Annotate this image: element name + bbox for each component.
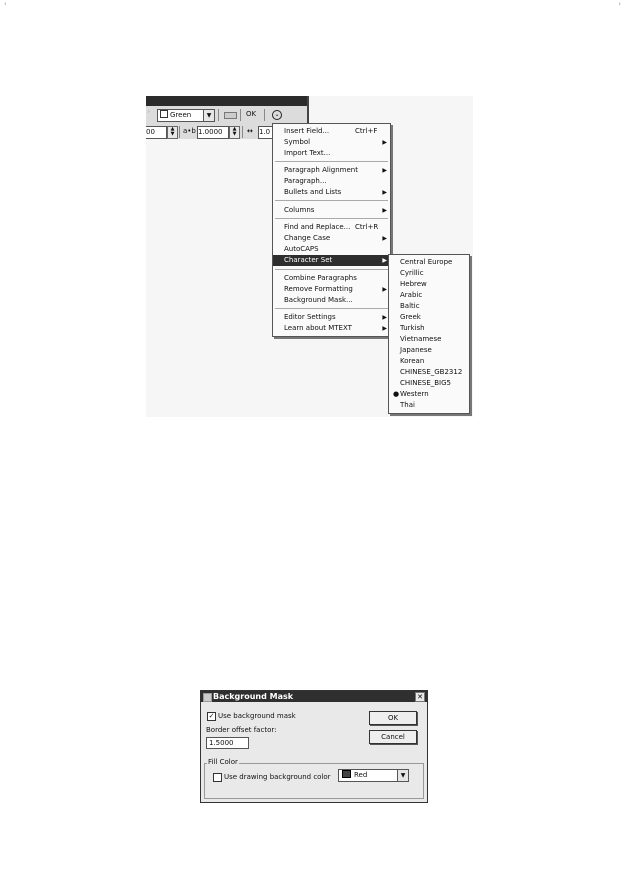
- use-mask-label: Use background mask: [218, 712, 296, 720]
- charset-item-western[interactable]: ● Western: [393, 390, 429, 398]
- menu-item-combine-paragraphs[interactable]: Combine Paragraphs: [284, 274, 357, 282]
- mtext-context-menu: [272, 123, 391, 337]
- border-offset-input[interactable]: [206, 737, 249, 749]
- use-mask-checkbox[interactable]: ✓: [208, 712, 215, 720]
- submenu-arrow-icon: ▶: [382, 189, 387, 196]
- charset-item[interactable]: Vietnamese: [400, 335, 442, 343]
- charset-item[interactable]: CHINESE_GB2312: [400, 368, 463, 376]
- toolbar-titlebar: [146, 96, 307, 106]
- dialog-titlebar: [201, 691, 427, 702]
- menu-item-bullets-and-lists[interactable]: Bullets and Lists ▶: [284, 188, 387, 196]
- submenu-arrow-icon: ▶: [382, 167, 387, 174]
- mtext-editor-screenshot: [146, 96, 473, 417]
- oblique-angle-field[interactable]: [146, 126, 167, 139]
- menu-item-paragraph-alignment[interactable]: Paragraph Alignment ▶: [284, 166, 387, 174]
- ruler-icon[interactable]: [224, 112, 237, 119]
- oblique-angle-value: 00: [146, 128, 155, 136]
- options-chevron-icon[interactable]: ⌄: [272, 110, 282, 120]
- tracking-spinner[interactable]: ▲ ▼: [229, 126, 240, 139]
- submenu-arrow-icon: ▶: [382, 235, 387, 242]
- toolbar-divider: [264, 109, 265, 121]
- toolbar-divider: [179, 126, 180, 138]
- dialog-app-icon: [203, 693, 212, 702]
- menu-item-symbol[interactable]: Symbol ▶: [284, 138, 387, 146]
- charset-item[interactable]: Thai: [400, 401, 415, 409]
- menu-item-learn-about-mtext[interactable]: Learn about MTEXT ▶: [284, 324, 387, 332]
- toolbar-icon-edge: ʾ: [148, 110, 151, 118]
- color-swatch-icon: [342, 770, 351, 778]
- submenu-arrow-icon: ▶: [382, 207, 387, 214]
- character-set-submenu: [388, 254, 470, 414]
- charset-item[interactable]: CHINESE_BIG5: [400, 379, 451, 387]
- menu-separator: [275, 269, 388, 270]
- submenu-arrow-icon: ▶: [382, 139, 387, 146]
- chevron-down-icon: ▼: [203, 110, 214, 121]
- ok-button[interactable]: OK: [369, 711, 417, 725]
- oblique-spinner[interactable]: ▲ ▼: [167, 126, 178, 139]
- cancel-button[interactable]: Cancel: [369, 730, 417, 744]
- toolbar-divider: [242, 126, 243, 138]
- tracking-icon: a•b: [183, 127, 196, 135]
- checked-bullet-icon: ●: [393, 390, 400, 398]
- tracking-value: 1.0000: [198, 128, 223, 136]
- toolbar-divider: [218, 109, 219, 121]
- fill-color-group-label: Fill Color: [208, 758, 238, 766]
- charset-item[interactable]: Japanese: [400, 346, 432, 354]
- menu-item-remove-formatting[interactable]: Remove Formatting ▶: [284, 285, 387, 293]
- color-value: Green: [170, 111, 192, 119]
- menu-separator: [275, 200, 388, 201]
- menu-item-change-case[interactable]: Change Case ▶: [284, 234, 387, 242]
- ok-button[interactable]: OK: [246, 110, 257, 118]
- menu-item-background-mask[interactable]: Background Mask...: [284, 296, 353, 304]
- border-offset-label: Border offset factor:: [206, 726, 277, 734]
- menu-item-import-text[interactable]: Import Text...: [284, 149, 331, 157]
- submenu-arrow-icon: ▶: [382, 257, 387, 264]
- use-drawing-bg-checkbox[interactable]: [213, 773, 222, 782]
- menu-separator: [275, 308, 388, 309]
- color-swatch-icon: [160, 110, 168, 118]
- charset-item[interactable]: Korean: [400, 357, 425, 365]
- background-mask-dialog: [200, 690, 428, 803]
- charset-item[interactable]: Arabic: [400, 291, 423, 299]
- tracking-field[interactable]: [197, 126, 229, 139]
- menu-item-character-set[interactable]: Character Set ▶: [273, 255, 390, 266]
- dialog-title: Background Mask: [213, 692, 294, 701]
- submenu-arrow-icon: ▶: [382, 314, 387, 321]
- charset-item[interactable]: Greek: [400, 313, 421, 321]
- menu-item-autocaps[interactable]: AutoCAPS: [284, 245, 319, 253]
- menu-separator: [275, 218, 388, 219]
- use-drawing-bg-label: Use drawing background color: [224, 773, 331, 781]
- menu-item-editor-settings[interactable]: Editor Settings ▶: [284, 313, 387, 321]
- charset-item[interactable]: Central Europe: [400, 258, 453, 266]
- toolbar-divider: [240, 109, 241, 121]
- corner-mark-left: ': [4, 2, 7, 12]
- charset-item[interactable]: Cyrillic: [400, 269, 424, 277]
- corner-mark-right: ': [618, 2, 621, 12]
- width-factor-icon: ↔: [247, 127, 253, 135]
- charset-item[interactable]: Baltic: [400, 302, 420, 310]
- width-factor-value: 1.0: [259, 128, 271, 136]
- menu-item-paragraph[interactable]: Paragraph...: [284, 177, 327, 185]
- menu-item-columns[interactable]: Columns ▶: [284, 206, 387, 214]
- color-dropdown[interactable]: [157, 109, 215, 122]
- menu-separator: [275, 161, 388, 162]
- charset-item[interactable]: Turkish: [400, 324, 425, 332]
- fill-color-dropdown[interactable]: [338, 769, 409, 782]
- submenu-arrow-icon: ▶: [382, 325, 387, 332]
- close-icon[interactable]: ✕: [415, 692, 425, 702]
- submenu-arrow-icon: ▶: [382, 286, 387, 293]
- fill-color-value: Red: [354, 771, 368, 779]
- border-offset-value: 1.5000: [209, 739, 234, 747]
- menu-item-insert-field[interactable]: Insert Field... Ctrl+F: [284, 127, 378, 135]
- menu-item-find-and-replace[interactable]: Find and Replace... Ctrl+R: [284, 223, 379, 231]
- chevron-down-icon: ▼: [397, 770, 408, 781]
- charset-item[interactable]: Hebrew: [400, 280, 427, 288]
